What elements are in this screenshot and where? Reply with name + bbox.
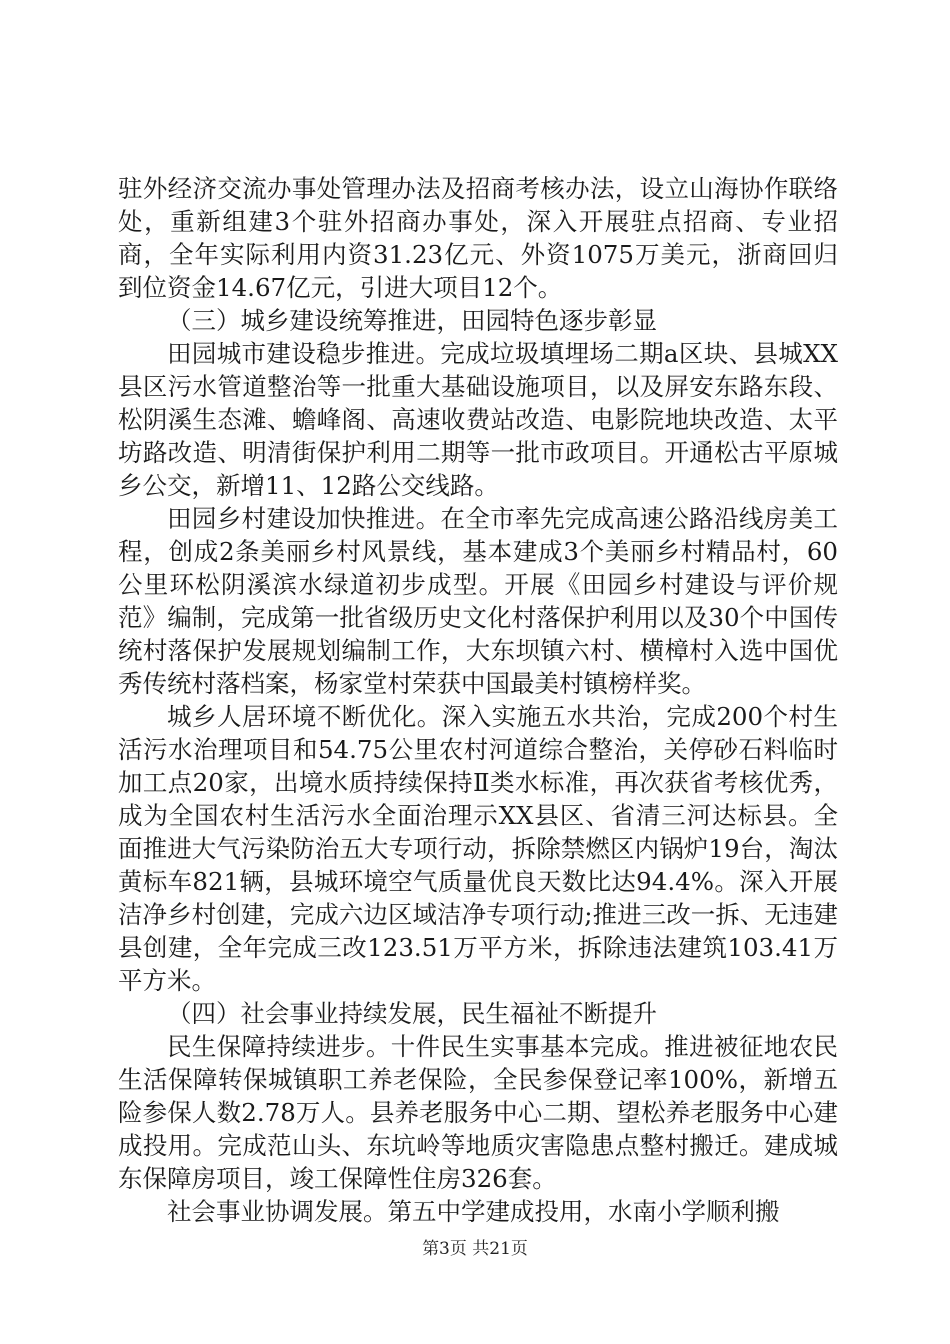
- paragraph-garden-city: 田园城市建设稳步推进。完成垃圾填埋场二期a区块、县城XX县区污水管道整治等一批重大基础设施项目，以及屏安东路东段、松阴溪生态滩、蟾峰阁、高速收费站改造、电影院地块改造、太平坊路改造、明清街保护利用二期等一批市政项目。开通松古平原城乡公交，新增11、12路公交线路。: [118, 339, 838, 500]
- section-heading-3: （三）城乡建设统筹推进，田园特色逐步彰显: [167, 306, 657, 335]
- paragraph-continuation: 驻外经济交流办事处管理办法及招商考核办法，设立山海协作联络处，重新组建3个驻外招商办事处，深入开展驻点招商、专业招商，全年实际利用内资31.23亿元、外资1075万美元，浙商回归到位资金14.67亿元，引进大项目12个。: [118, 174, 838, 302]
- paragraph-social-affairs: 社会事业协调发展。第五中学建成投用，水南小学顺利搬: [167, 1197, 780, 1226]
- section-heading-4: （四）社会事业持续发展，民生福祉不断提升: [167, 999, 657, 1028]
- paragraph-living-environment: 城乡人居环境不断优化。深入实施五水共治，完成200个村生活污水治理项目和54.75公里农村河道综合整治，关停砂石料临时加工点20家，出境水质持续保持Ⅱ类水标准，再次获省考核优秀，成为全国农村生活污水全面治理示XX县区、省清三河达标县。全面推进大气污染防治五大专项行动，拆除禁燃区内锅炉19台，淘汰黄标车821辆，县城环境空气质量优良天数比达94.4%。深入开展洁净乡村创建，完成六边区域洁净专项行动;推进三改一拆、无违建县创建，全年完成三改123.51万平方米，拆除违法建筑103.41万平方米。: [118, 702, 838, 995]
- document-body: [118, 172, 838, 1228]
- paragraph-garden-village: 田园乡村建设加快推进。在全市率先完成高速公路沿线房美工程，创成2条美丽乡村风景线，基本建成3个美丽乡村精品村，60公里环松阴溪滨水绿道初步成型。开展《田园乡村建设与评价规范》编制，完成第一批省级历史文化村落保护利用以及30个中国传统村落保护发展规划编制工作，大东坝镇六村、横樟村入选中国优秀传统村落档案，杨家堂村荣获中国最美村镇榜样奖。: [118, 504, 838, 698]
- paragraph-livelihood: 民生保障持续进步。十件民生实事基本完成。推进被征地农民生活保障转保城镇职工养老保险，全民参保登记率100%，新增五险参保人数2.78万人。县养老服务中心二期、望松养老服务中心建成投用。完成范山头、东坑岭等地质灾害隐患点整村搬迁。建成城东保障房项目，竣工保障性住房326套。: [118, 1032, 838, 1193]
- page-number-footer: 第3页 共21页: [422, 1239, 528, 1259]
